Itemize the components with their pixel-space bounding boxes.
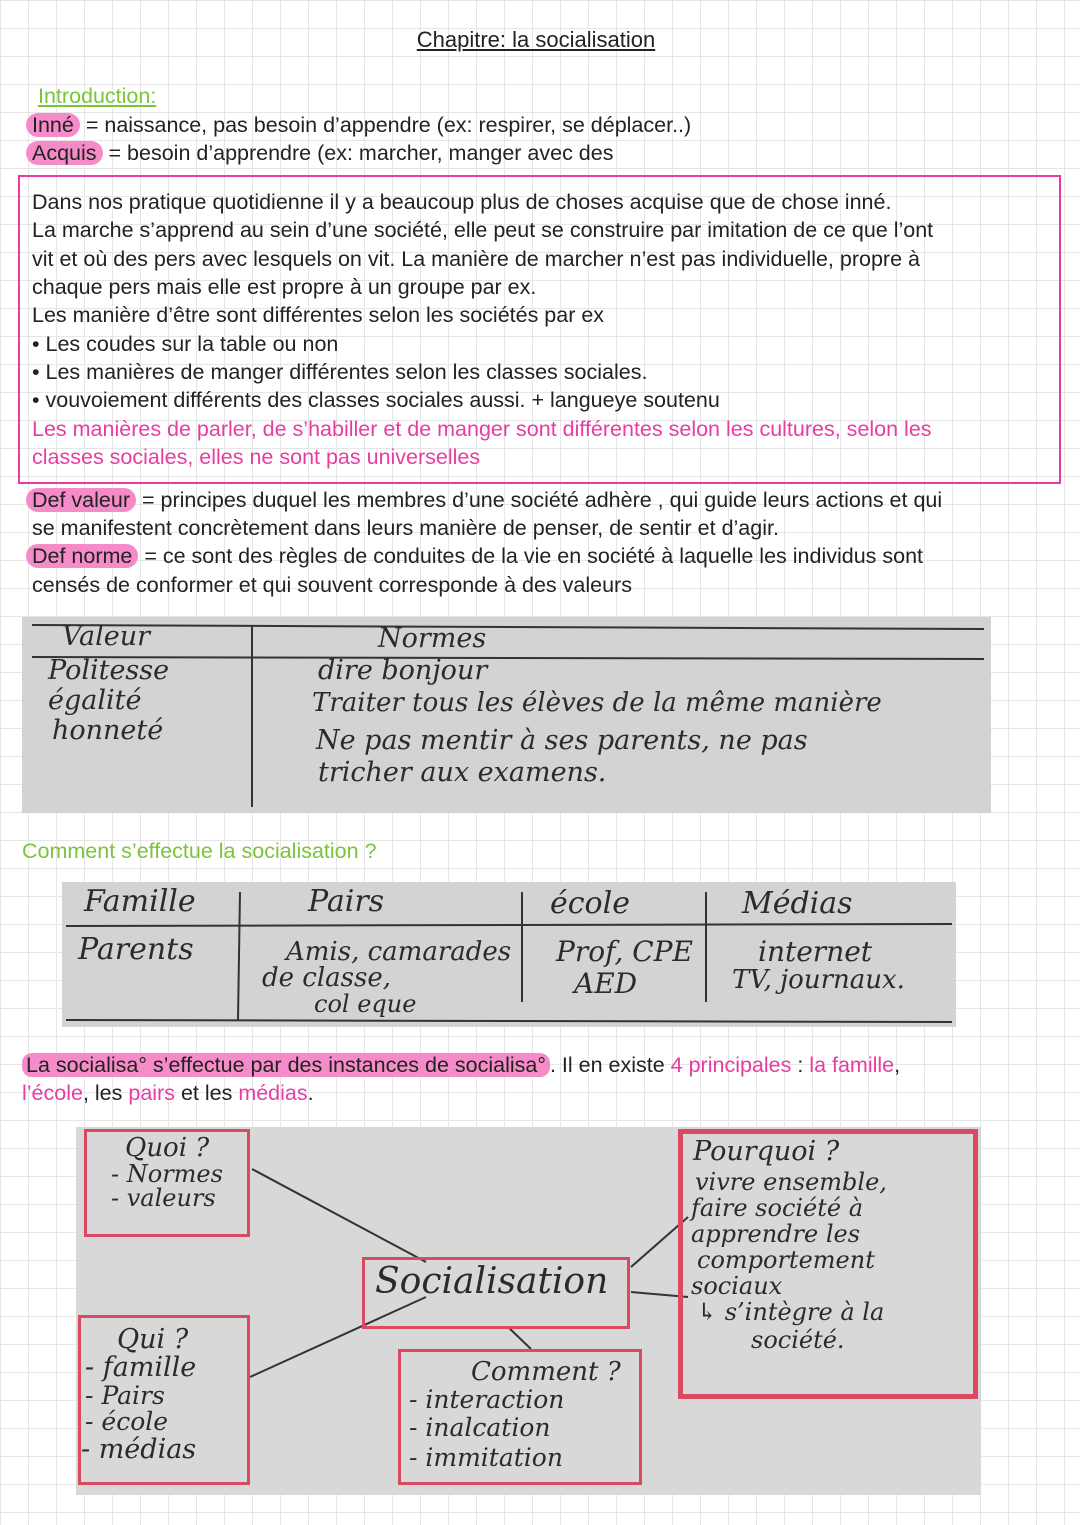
- intro-heading: Introduction:: [38, 84, 157, 108]
- header-normes: Normes: [378, 623, 487, 654]
- instance-cell: col eque: [314, 990, 417, 1018]
- def-norme-cont: censés de conformer et qui souvent corresponde à des valeurs: [32, 573, 632, 597]
- instance-header-famille: Famille: [84, 884, 196, 919]
- mindmap-photo: [76, 1127, 981, 1495]
- mindmap-center: Socialisation: [362, 1257, 630, 1329]
- mindmap-quoi: Quoi ? - Normes - valeurs: [84, 1129, 250, 1237]
- inne-term: Inné: [26, 113, 80, 137]
- instance-header-ecole: école: [550, 886, 630, 921]
- summary-line-2: l’école, les pairs et les médias.: [22, 1081, 314, 1105]
- def-valeur: Def valeur = principes duquel les membres d’une société adhère , qui guide leurs actions et qui: [32, 486, 942, 515]
- inne-line: [32, 111, 691, 140]
- norm-item: tricher aux examens.: [318, 757, 607, 788]
- page-title: Chapitre: la socialisation: [416, 27, 656, 52]
- value-item: Politesse: [48, 655, 170, 686]
- def-norme-term: Def norme: [26, 544, 138, 568]
- instance-cell: Parents: [78, 932, 194, 967]
- value-item: honneté: [52, 715, 164, 746]
- acquis-line: [32, 139, 613, 168]
- socialisation-question: Comment s’effectue la socialisation ?: [22, 839, 377, 863]
- inne-definition: = naissance, pas besoin d’appendre (ex: respirer, se déplacer..): [79, 113, 692, 137]
- instance-header-pairs: Pairs: [308, 884, 385, 919]
- instance-cell: AED: [574, 967, 638, 1000]
- mindmap-comment: Comment ? - interaction - inalcation - immitation: [398, 1349, 642, 1485]
- box-line-2: La marche s’apprend au sein d’une société, elle peut se construire par imitation de ce que l’ont: [32, 218, 934, 242]
- instance-header-medias: Médias: [742, 886, 853, 921]
- box-line-5: Les manière d’être sont différentes selon les sociétés par ex: [32, 303, 605, 327]
- summary-highlight: La socialisa° s’effectue par des instances de socialisa°: [22, 1053, 550, 1077]
- bullet-item: • Les coudes sur la table ou non: [32, 332, 339, 356]
- def-norme: Def norme = ce sont des règles de conduites de la vie en société à laquelle les individus sont: [32, 542, 923, 571]
- norm-item: Traiter tous les élèves de la même manière: [312, 688, 882, 718]
- instance-cell: TV, journaux.: [732, 965, 905, 995]
- def-valeur-cont: se manifestent concrètement dans leurs manière de penser, de sentir et d’agir.: [32, 516, 779, 540]
- norm-item: Ne pas mentir à ses parents, ne pas: [316, 725, 808, 756]
- bullet-item: • vouvoiement différents des classes sociales aussi. + langueye soutenu: [32, 388, 720, 412]
- norm-item: dire bonjour: [318, 655, 488, 686]
- acquis-definition: = besoin d’apprendre (ex: marcher, manger avec des: [102, 141, 614, 165]
- mindmap-qui: Qui ? - famille - Pairs - école - médias: [78, 1315, 250, 1485]
- header-valeur: Valeur: [62, 621, 151, 652]
- box-line-4: chaque pers mais elle est propre à un groupe par ex.: [32, 275, 537, 299]
- instance-cell: de classe,: [262, 963, 392, 993]
- bullet-item: • Les manières de manger différentes selon les classes sociales.: [32, 360, 648, 384]
- values-norms-photo: [22, 617, 991, 813]
- mindmap-pourquoi: Pourquoi ? vivre ensemble, faire société à apprendre les comportement sociaux ↳ s’intègre à la société.: [678, 1129, 978, 1399]
- summary-line-1: La socialisa° s’effectue par des instances de socialisa° . Il en existe 4 principales : la famille,: [22, 1051, 900, 1080]
- instances-photo: [62, 882, 956, 1027]
- box-pink-line-2: classes sociales, elles ne sont pas universelles: [32, 445, 481, 469]
- instance-cell: Amis, camarades: [286, 937, 512, 967]
- instance-cell: Prof, CPE: [556, 935, 693, 968]
- value-item: égalité: [48, 685, 142, 716]
- def-valeur-term: Def valeur: [26, 488, 136, 512]
- instance-cell: internet: [758, 935, 873, 968]
- acquis-term: Acquis: [26, 141, 103, 165]
- box-line-1: Dans nos pratique quotidienne il y a beaucoup plus de choses acquise que de chose inné.: [32, 190, 892, 214]
- box-pink-line-1: Les manières de parler, de s’habiller et de manger sont différentes selon les cultures, selon les: [32, 417, 932, 441]
- box-line-3: vit et où des pers avec lesquels on vit. La manière de marcher n’est pas individuelle, propre à: [32, 247, 920, 271]
